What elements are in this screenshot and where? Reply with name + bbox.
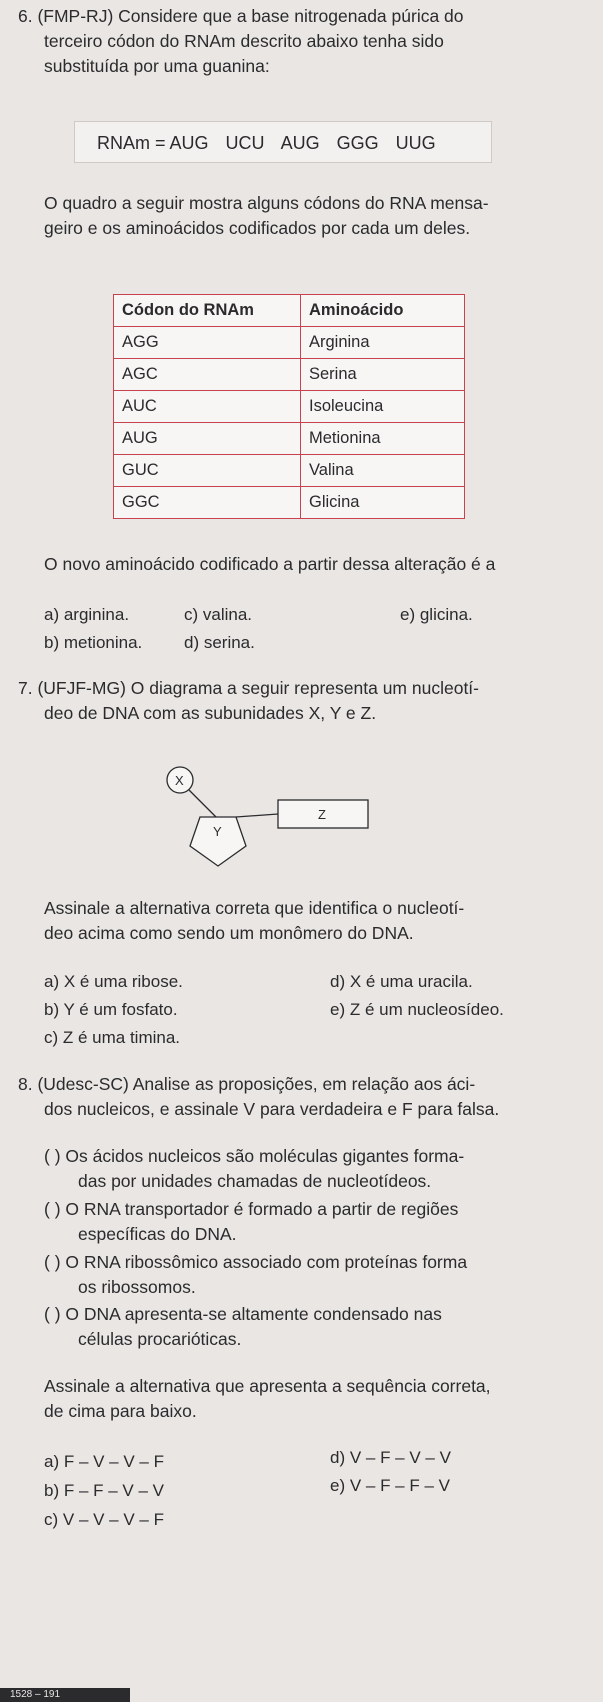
table-row bbox=[114, 455, 465, 487]
q8-option-e[interactable]: e) V – F – F – V bbox=[330, 1476, 450, 1495]
q6-question: O novo aminoácido codificado a partir dessa alteração é a bbox=[44, 554, 496, 574]
table-row bbox=[114, 327, 465, 359]
rna-sequence-box bbox=[74, 121, 492, 163]
table-cell-aminoacid: Isoleucina bbox=[301, 391, 465, 423]
table-header-aminoacid: Aminoácido bbox=[301, 295, 465, 327]
q7-line-1: 7. (UFJF-MG) O diagrama a seguir representa um nucleotí- bbox=[18, 678, 479, 698]
q8-option-c[interactable]: c) V – V – V – F bbox=[44, 1510, 164, 1529]
q8-item-2-line-1: ( ) O RNA transportador é formado a partir de regiões bbox=[44, 1199, 459, 1219]
page-footer-label: 1528 – 191 bbox=[0, 1688, 130, 1702]
q7-question-2: deo acima como sendo um monômero do DNA. bbox=[44, 923, 414, 943]
q6-line-2: terceiro códon do RNAm descrito abaixo tenha sido bbox=[44, 31, 444, 51]
table-cell-aminoacid: Serina bbox=[301, 359, 465, 391]
q7-question-1: Assinale a alternativa correta que identifica o nucleotí- bbox=[44, 898, 465, 918]
nucleotide-diagram bbox=[150, 766, 430, 876]
table-row bbox=[114, 359, 465, 391]
codon-table bbox=[113, 294, 465, 519]
codon-2: UCU bbox=[225, 133, 265, 153]
q6-line-1: 6. (FMP-RJ) Considere que a base nitrogenada púrica do bbox=[18, 6, 464, 26]
table-cell-codon: GGC bbox=[114, 487, 301, 519]
q7-option-d[interactable]: d) X é uma uracila. bbox=[330, 972, 473, 991]
q6-option-b[interactable]: b) metionina. bbox=[44, 633, 143, 652]
table-cell-codon: GUC bbox=[114, 455, 301, 487]
q8-option-a[interactable]: a) F – V – V – F bbox=[44, 1452, 164, 1471]
diagram-label-y: Y bbox=[213, 824, 222, 839]
codon-4: GGG bbox=[336, 133, 379, 153]
bond-x-y bbox=[189, 790, 218, 819]
table-header-codon: Códon do RNAm bbox=[114, 295, 301, 327]
rna-label: RNAm = AUG bbox=[97, 133, 209, 153]
table-row bbox=[114, 487, 465, 519]
diagram-label-x: X bbox=[175, 773, 184, 788]
q6-option-d[interactable]: d) serina. bbox=[184, 633, 255, 652]
q8-item-1-line-1: ( ) Os ácidos nucleicos são moléculas gigantes forma- bbox=[44, 1146, 465, 1166]
q6-option-c[interactable]: c) valina. bbox=[184, 605, 253, 624]
q8-option-d[interactable]: d) V – F – V – V bbox=[330, 1448, 451, 1467]
diagram-label-z: Z bbox=[318, 807, 326, 822]
q7-option-c[interactable]: c) Z é uma timina. bbox=[44, 1028, 181, 1047]
table-cell-codon: AUG bbox=[114, 423, 301, 455]
q8-item-3-line-2: os ribossomos. bbox=[78, 1277, 196, 1297]
q8-line-2: dos nucleicos, e assinale V para verdadeira e F para falsa. bbox=[44, 1099, 500, 1119]
q8-item-4-line-2: células procarióticas. bbox=[78, 1329, 242, 1349]
table-cell-codon: AGG bbox=[114, 327, 301, 359]
q7-option-a[interactable]: a) X é uma ribose. bbox=[44, 972, 183, 991]
codon-5: UUG bbox=[395, 133, 436, 153]
table-cell-aminoacid: Arginina bbox=[301, 327, 465, 359]
bond-y-z bbox=[236, 814, 278, 817]
table-cell-aminoacid: Valina bbox=[301, 455, 465, 487]
q8-line-1: 8. (Udesc-SC) Analise as proposições, em relação aos áci- bbox=[18, 1074, 476, 1094]
q6-intro-2: geiro e os aminoácidos codificados por cada um deles. bbox=[44, 218, 471, 238]
table-row bbox=[114, 423, 465, 455]
codon-3: AUG bbox=[280, 133, 320, 153]
table-row bbox=[114, 391, 465, 423]
q8-item-4-line-1: ( ) O DNA apresenta-se altamente condensado nas bbox=[44, 1304, 442, 1324]
table-cell-aminoacid: Glicina bbox=[301, 487, 465, 519]
q8-question-1: Assinale a alternativa que apresenta a sequência correta, bbox=[44, 1376, 491, 1396]
table-cell-codon: AGC bbox=[114, 359, 301, 391]
q8-item-2-line-2: específicas do DNA. bbox=[78, 1224, 237, 1244]
q7-option-b[interactable]: b) Y é um fosfato. bbox=[44, 1000, 178, 1019]
q6-intro-1: O quadro a seguir mostra alguns códons do RNA mensa- bbox=[44, 193, 489, 213]
table-header-row bbox=[114, 295, 465, 327]
q8-item-1-line-2: das por unidades chamadas de nucleotídeos. bbox=[78, 1171, 432, 1191]
q7-line-2: deo de DNA com as subunidades X, Y e Z. bbox=[44, 703, 377, 723]
q6-option-a[interactable]: a) arginina. bbox=[44, 605, 130, 624]
q7-option-e[interactable]: e) Z é um nucleosídeo. bbox=[330, 1000, 504, 1019]
q8-item-3-line-1: ( ) O RNA ribossômico associado com proteínas forma bbox=[44, 1252, 468, 1272]
table-cell-codon: AUC bbox=[114, 391, 301, 423]
table-cell-aminoacid: Metionina bbox=[301, 423, 465, 455]
q8-question-2: de cima para baixo. bbox=[44, 1401, 197, 1421]
q8-option-b[interactable]: b) F – F – V – V bbox=[44, 1481, 164, 1500]
q6-line-3: substituída por uma guanina: bbox=[44, 56, 270, 76]
q6-option-e[interactable]: e) glicina. bbox=[400, 605, 473, 624]
